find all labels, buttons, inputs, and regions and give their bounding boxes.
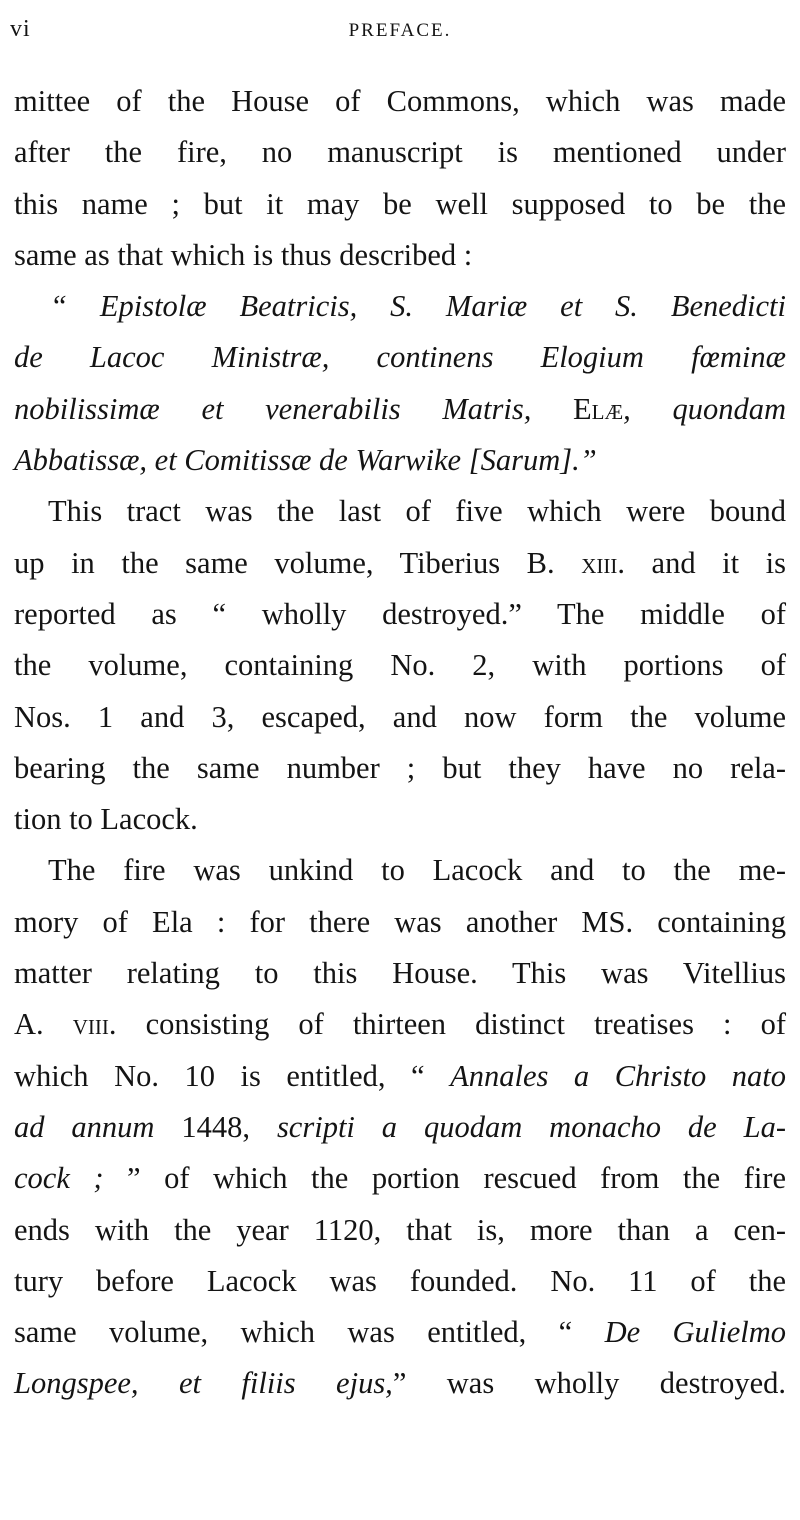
text-line: mory of Ela : for there was another MS. containing — [14, 904, 786, 939]
text-line: same volume, which was entitled, “ De Gulielmo — [14, 1315, 786, 1350]
text-line: Longspee, et filiis ejus,” was wholly destroyed. — [14, 1366, 786, 1401]
text-line: tion to Lacock. — [14, 802, 198, 837]
text-line: ad annum 1448, scripti a quodam monacho de La- — [14, 1109, 787, 1144]
text-line: the volume, containing No. 2, with portions of — [14, 648, 786, 683]
text-line: The fire was unkind to Lacock and to the me- — [48, 853, 786, 888]
text-line: reported as “ wholly destroyed.” The middle of — [14, 596, 786, 631]
running-head: PREFACE. — [348, 20, 452, 41]
text-line: mittee of the House of Commons, which was made — [14, 84, 786, 118]
page-number: vi — [10, 16, 31, 42]
quotation-line: nobilissimæ et venerabilis Matris, Elæ, quondam — [14, 391, 786, 426]
text-line: tury before Lacock was founded. No. 11 of the — [14, 1263, 786, 1298]
text-line: same as that which is thus described : — [14, 237, 473, 272]
text-line: this name ; but it may be well supposed to be the — [14, 186, 786, 221]
body-text — [14, 76, 786, 1410]
text-line: which No. 10 is entitled, “ Annales a Christo nato — [14, 1058, 786, 1093]
text-line: after the fire, no manuscript is mentioned under — [14, 135, 786, 170]
text-line: Nos. 1 and 3, escaped, and now form the volume — [14, 699, 786, 734]
text-line: This tract was the last of five which were bound — [48, 494, 786, 529]
text-line: matter relating to this House. This was Vitellius — [14, 956, 786, 991]
text-line: cock ; ” of which the portion rescued from the fire — [14, 1161, 786, 1196]
text-line: bearing the same number ; but they have no rela- — [14, 750, 786, 785]
text-line: ends with the year 1120, that is, more than a cen- — [14, 1212, 786, 1247]
quotation-line: de Lacoc Ministræ, continens Elogium fœminæ — [14, 340, 786, 375]
text-line: up in the same volume, Tiberius B. xiii. and it is — [14, 545, 786, 580]
quotation-line: “ Epistolæ Beatricis, S. Mariæ et S. Benedicti — [50, 289, 786, 324]
text-line: A. viii. consisting of thirteen distinct treatises : of — [14, 1007, 787, 1042]
quotation-line: Abbatissæ, et Comitissæ de Warwike [Sarum].” — [14, 443, 597, 478]
